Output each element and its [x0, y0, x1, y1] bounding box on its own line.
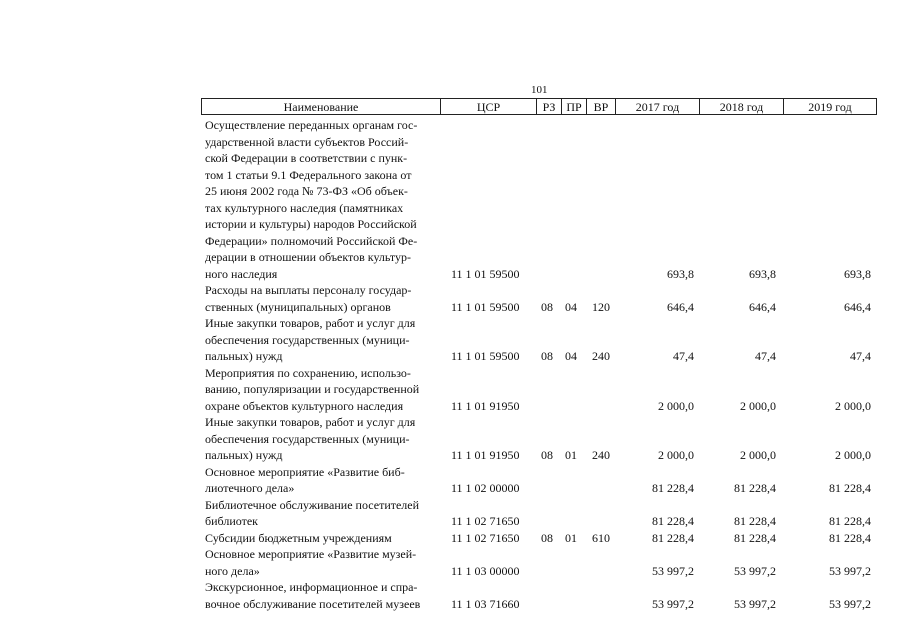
header-name: Наименование — [283, 100, 359, 114]
cell-2018: 81 228,4 — [734, 514, 776, 528]
table-row — [201, 497, 877, 530]
cell-2019: 81 228,4 — [829, 514, 871, 528]
row-name-line: Основное мероприятие «Развитие биб- — [205, 464, 405, 479]
header-2019: 2019 год — [783, 99, 876, 114]
header-rz: РЗ — [536, 99, 561, 114]
cell-csr: 11 1 03 71660 — [451, 596, 520, 611]
row-name-line: обеспечения государственных (муници- — [205, 431, 410, 446]
cell-pr: 04 — [565, 349, 577, 363]
row-name-line: охране объектов культурного наследия — [205, 398, 404, 413]
table-row — [201, 282, 877, 315]
cell-2019: 693,8 — [844, 266, 871, 281]
row-name-line: ного наследия — [205, 266, 278, 281]
row-name — [205, 282, 437, 315]
cell-2017: 81 228,4 — [652, 514, 694, 528]
table-row — [201, 464, 877, 497]
row-name — [205, 497, 437, 530]
cell-2017: 47,4 — [673, 349, 694, 363]
cell-vr: 240 — [592, 448, 610, 462]
table-row — [201, 117, 877, 282]
cell-2017: 53 997,2 — [652, 563, 694, 578]
header-pr: ПР — [561, 99, 586, 114]
row-name — [205, 315, 437, 365]
row-name — [205, 117, 437, 282]
cell-2019: 2 000,0 — [835, 448, 871, 462]
row-name — [205, 530, 437, 547]
cell-2018: 53 997,2 — [734, 563, 776, 578]
row-name-line: ственных (муниципальных) органов — [205, 299, 391, 314]
cell-2017: 693,8 — [667, 266, 694, 281]
cell-csr: 11 1 02 00000 — [451, 481, 520, 495]
row-name-line: пальных) нужд — [205, 448, 283, 462]
cell-2019: 2 000,0 — [835, 398, 871, 413]
cell-2019: 53 997,2 — [829, 596, 871, 611]
table-row — [201, 365, 877, 415]
row-name-line: библиотек — [205, 514, 258, 528]
row-name-line: Иные закупки товаров, работ и услуг для — [205, 415, 416, 429]
row-name-line: Мероприятия по сохранению, использо- — [205, 365, 411, 380]
table-row — [201, 579, 877, 612]
cell-csr: 11 1 02 71650 — [451, 530, 520, 545]
row-name-line: ской Федерации в соответствии с пунк- — [205, 151, 408, 165]
cell-rz: 08 — [541, 530, 553, 545]
table-row — [201, 315, 877, 365]
page-number: 101 — [531, 84, 548, 96]
row-name — [205, 546, 437, 579]
cell-2018: 646,4 — [749, 299, 776, 314]
row-name-line: обеспечения государственных (муници- — [205, 332, 410, 347]
row-name-line: Осуществление переданных органам гос- — [205, 118, 418, 132]
row-name-line: Субсидии бюджетным учреждениям — [205, 530, 392, 545]
cell-vr: 610 — [592, 530, 610, 545]
row-name-line: 25 июня 2002 года № 73-ФЗ «Об объек- — [205, 184, 408, 198]
row-name-line: пальных) нужд — [205, 349, 283, 363]
row-name — [205, 365, 437, 415]
cell-2017: 646,4 — [667, 299, 694, 314]
cell-2019: 47,4 — [850, 349, 871, 363]
cell-2019: 646,4 — [844, 299, 871, 314]
row-name-line: лиотечного дела» — [205, 481, 295, 495]
row-name-line: Библиотечное обслуживание посетителей — [205, 497, 420, 512]
header-2018: 2018 год — [699, 99, 783, 114]
cell-2017: 2 000,0 — [658, 448, 694, 462]
table-row — [201, 414, 877, 464]
cell-2017: 53 997,2 — [652, 596, 694, 611]
cell-csr: 11 1 01 91950 — [451, 398, 520, 413]
row-name — [205, 579, 437, 612]
cell-2019: 53 997,2 — [829, 563, 871, 578]
cell-pr: 01 — [565, 448, 577, 462]
cell-rz: 08 — [541, 448, 553, 462]
header-csr: ЦСР — [440, 99, 536, 114]
row-name-line: ного дела» — [205, 563, 260, 578]
row-name-line: том 1 статьи 9.1 Федерального закона от — [205, 167, 412, 182]
row-name-line: Расходы на выплаты персоналу государ- — [205, 283, 412, 297]
row-name-line: Экскурсионное, информационное и спра- — [205, 580, 418, 594]
cell-2018: 47,4 — [755, 349, 776, 363]
row-name-line: вочное обслуживание посетителей музеев — [205, 596, 421, 611]
cell-2019: 81 228,4 — [829, 481, 871, 495]
header-2017: 2017 год — [615, 99, 699, 114]
row-name — [205, 464, 437, 497]
row-name-line: истории и культуры) народов Российской — [205, 217, 417, 231]
row-name — [205, 414, 437, 464]
row-name-line: Федерации» полномочий Российской Фе- — [205, 233, 418, 248]
table-row — [201, 546, 877, 579]
cell-rz: 08 — [541, 299, 553, 314]
cell-2018: 2 000,0 — [740, 448, 776, 462]
cell-csr: 11 1 01 59500 — [451, 349, 520, 363]
cell-pr: 04 — [565, 299, 577, 314]
cell-csr: 11 1 01 59500 — [451, 299, 520, 314]
header-vr: ВР — [586, 99, 615, 114]
cell-2018: 81 228,4 — [734, 481, 776, 495]
table-header — [201, 98, 877, 115]
cell-csr: 11 1 01 91950 — [451, 448, 520, 462]
cell-2018: 693,8 — [749, 266, 776, 281]
budget-table — [201, 98, 877, 611]
cell-2018: 53 997,2 — [734, 596, 776, 611]
cell-csr: 11 1 02 71650 — [451, 514, 520, 528]
row-name-line: Основное мероприятие «Развитие музей- — [205, 547, 417, 561]
cell-csr: 11 1 01 59500 — [451, 266, 520, 281]
cell-2018: 81 228,4 — [734, 530, 776, 545]
row-name-line: ударственной власти субъектов Россий- — [205, 134, 409, 149]
cell-2019: 81 228,4 — [829, 530, 871, 545]
cell-2017: 81 228,4 — [652, 530, 694, 545]
cell-vr: 120 — [592, 299, 610, 314]
row-name-line: тах культурного наследия (памятниках — [205, 200, 404, 215]
cell-2017: 2 000,0 — [658, 398, 694, 413]
cell-vr: 240 — [592, 349, 610, 363]
cell-2017: 81 228,4 — [652, 481, 694, 495]
row-name-line: Иные закупки товаров, работ и услуг для — [205, 316, 416, 330]
cell-csr: 11 1 03 00000 — [451, 563, 520, 578]
cell-2018: 2 000,0 — [740, 398, 776, 413]
table-row — [201, 530, 877, 547]
cell-pr: 01 — [565, 530, 577, 545]
cell-rz: 08 — [541, 349, 553, 363]
row-name-line: дерации в отношении объектов культур- — [205, 250, 412, 264]
row-name-line: ванию, популяризации и государственной — [205, 382, 420, 396]
